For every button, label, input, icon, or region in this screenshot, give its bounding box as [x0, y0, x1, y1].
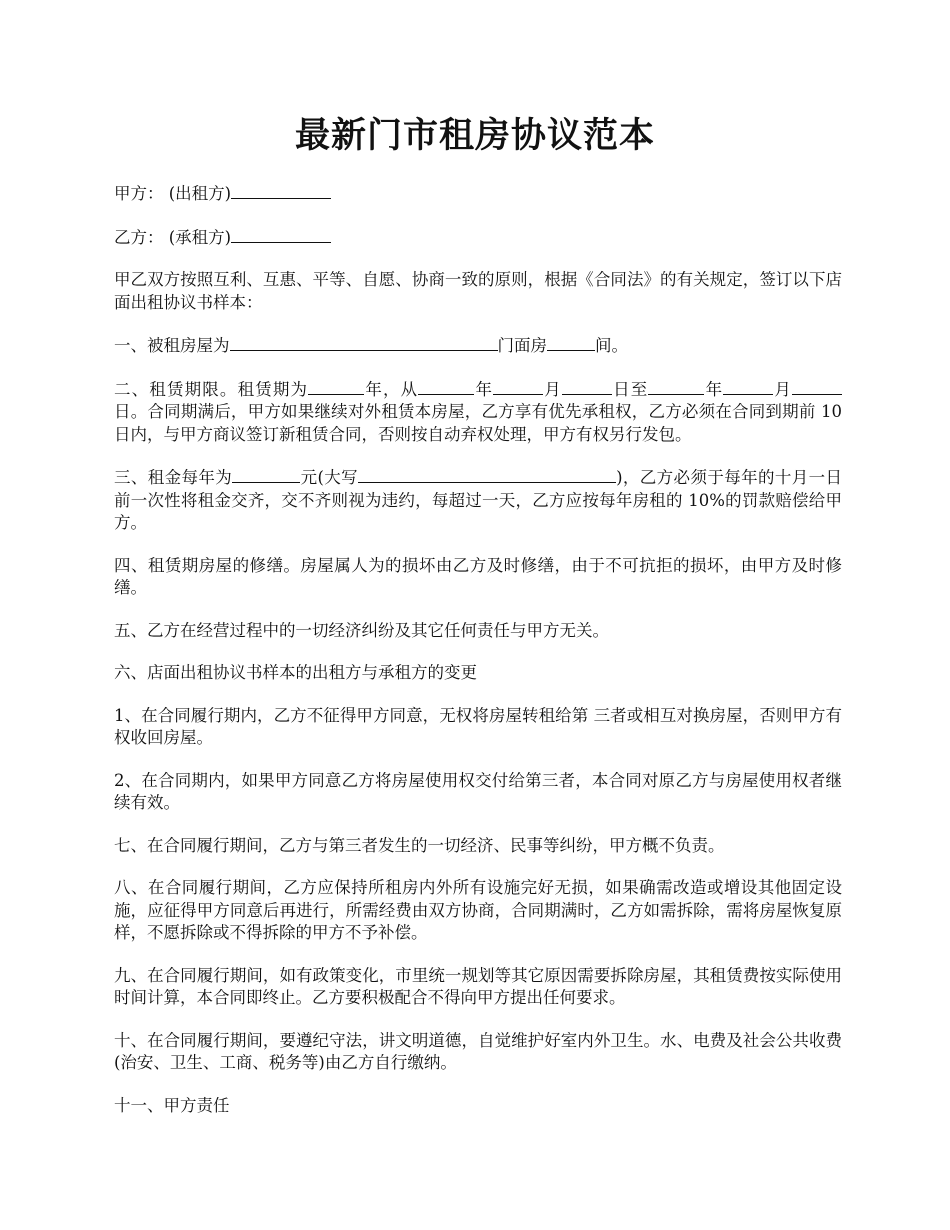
clause-1-text: 一、被租房屋为 [114, 336, 230, 355]
premises-blank [230, 334, 498, 351]
clause-2-text-7: 月 [773, 379, 793, 399]
party-a-label: 甲方： (出租方) [114, 184, 232, 203]
clause-6: 六、店面出租协议书样本的出租方与承租方的变更 [114, 663, 477, 682]
intro-paragraph: 甲乙双方按照互利、互惠、平等、自愿、协商一致的原则，根据《合同法》的有关规定，签订以下店面出租协议书样本： [114, 270, 842, 312]
party-b-line [114, 226, 842, 250]
end-month-blank [723, 378, 773, 395]
clause-11: 十一、甲方责任 [114, 1095, 230, 1115]
clause-5: 五、乙方在经营过程中的一切经济纠纷及其它任何责任与甲方无关。 [114, 620, 609, 640]
room-count-blank [547, 334, 595, 351]
clause-7: 七、在合同履行期间，乙方与第三者发生的一切经济、民事等纠纷，甲方概不负责。 [114, 835, 725, 855]
clause-2-text-3: 年 [474, 379, 494, 399]
clause-2-text-2: 年，从 [364, 379, 419, 399]
clause-9: 九、在合同履行期间，如有政策变化，市里统一规划等其它原因需要拆除房屋，其租赁费按实际使用时间计算，本合同即终止。乙方要积极配合不得向甲方提出任何要求。 [114, 965, 842, 1007]
start-month-blank [493, 378, 543, 395]
party-a-line [114, 182, 842, 206]
document-body [114, 182, 842, 1137]
clause-3 [114, 466, 842, 535]
clause-2-text-8: 日。合同期满后，甲方如果继续对外租赁本房屋，乙方享有优先承租权，乙方必须在合同到期前 10 日内，与甲方商议签订新租赁合同，否则按自动弃权处理，甲方有权另行发包。 [114, 402, 842, 444]
clause-2-text-6: 年 [704, 379, 724, 399]
clause-2-text: 二、租赁期限。租赁期为 [114, 379, 309, 399]
lease-years-blank [308, 378, 364, 395]
clause-8: 八、在合同履行期间，乙方应保持所租房内外所有设施完好无损，如果确需改造或增设其他固定设施，应征得甲方同意后再进行，所需经费由双方协商，合同期满时，乙方如需拆除，需将房屋恢复原样，不愿拆除或不得拆除的甲方不予补偿。 [114, 878, 842, 942]
party-a-blank [231, 182, 331, 199]
end-day-blank [792, 378, 842, 395]
rent-in-words-blank [358, 466, 616, 483]
clause-4: 四、租赁期房屋的修缮。房屋属人为的损坏由乙方及时修缮，由于不可抗拒的损坏，由甲方及时修缮。 [114, 555, 842, 597]
clause-2-text-5: 日至 [611, 379, 649, 399]
annual-rent-blank [232, 466, 300, 483]
clause-3-text-2: 元(大写 [300, 468, 359, 487]
party-b-blank [231, 226, 331, 243]
clause-1-text-2: 门面房 [497, 336, 547, 355]
clause-10: 十、在合同履行期间，要遵纪守法，讲文明道德，自觉维护好室内外卫生。水、电费及社会公共收费(治安、卫生、工商、税务等)由乙方自行缴纳。 [114, 1030, 842, 1072]
party-b-label: 乙方： (承租方) [114, 227, 232, 247]
document-title: 最新门市租房协议范本 [294, 115, 655, 156]
start-year-blank [418, 378, 474, 395]
start-day-blank [562, 378, 612, 395]
clause-1 [114, 334, 842, 358]
clause-6-1: 1、在合同履行期内，乙方不征得甲方同意，无权将房屋转租给第 三者或相互对换房屋，否则甲方有权收回房屋。 [114, 705, 842, 747]
clause-3-text-3: )，乙方必须于每年的十月一日前一次性将租金交齐，交不齐则视为违约，每超过一天，乙方应按每年房租的 10%的罚款赔偿给甲方。 [114, 468, 843, 532]
clause-3-text: 三、租金每年为 [114, 468, 233, 487]
end-year-blank [648, 378, 704, 395]
clause-1-text-3: 间。 [595, 336, 628, 355]
clause-6-2: 2、在合同期内，如果甲方同意乙方将房屋使用权交付给第三者，本合同对原乙方与房屋使用权者继续有效。 [114, 770, 842, 812]
clause-2-text-4: 月 [543, 379, 562, 399]
clause-2 [114, 378, 842, 447]
